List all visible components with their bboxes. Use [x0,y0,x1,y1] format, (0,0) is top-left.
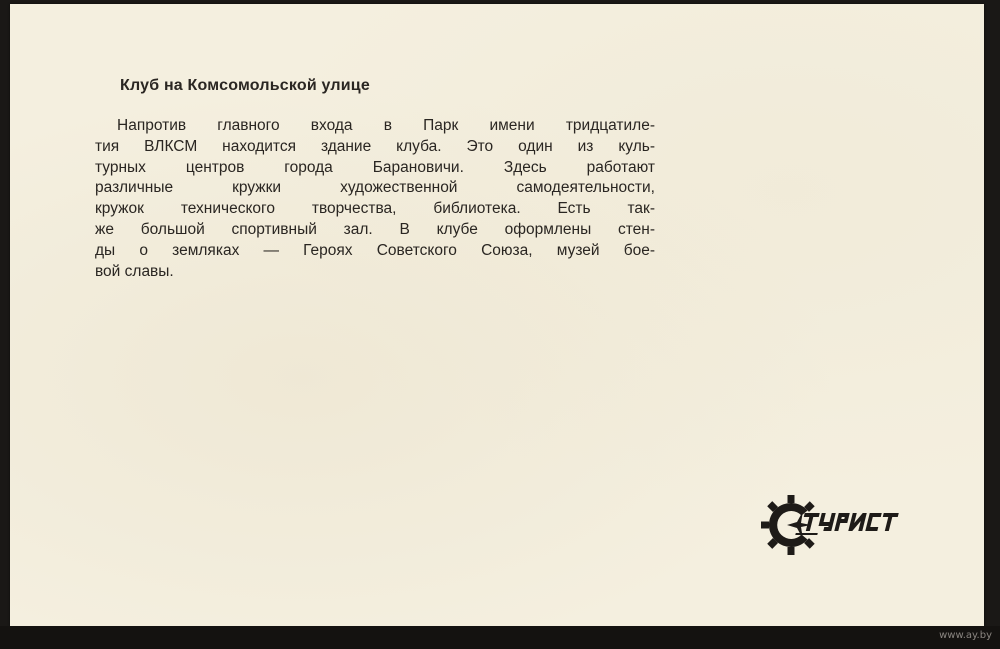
body-line: ды о земляках — Героях Советского Союза, музей бое- [95,241,655,259]
body-line: кружок технического творчества, библиотека. Есть так- [95,200,655,218]
body-line: вой славы. [95,262,174,280]
body-line: же большой спортивный зал. В клубе оформлены стен- [95,220,655,238]
watermark: www.ay.by [939,630,992,641]
postcard-body-text [95,116,655,282]
scan-border [0,626,1000,649]
body-line: тия ВЛКСМ находится здание клуба. Это один из куль- [95,137,655,155]
gear-icon [760,492,815,558]
turist-logo [760,492,910,558]
turist-wordmark [795,513,898,535]
body-line: турных центров города Барановичи. Здесь работают [95,158,655,176]
postcard-title: Клуб на Комсомольской улице [120,77,370,94]
body-line: Напротив главного входа в Парк имени тридцатиле- [117,117,655,134]
postcard-back [10,4,984,626]
body-line: различные кружки художественной самодеятельности, [95,179,655,197]
